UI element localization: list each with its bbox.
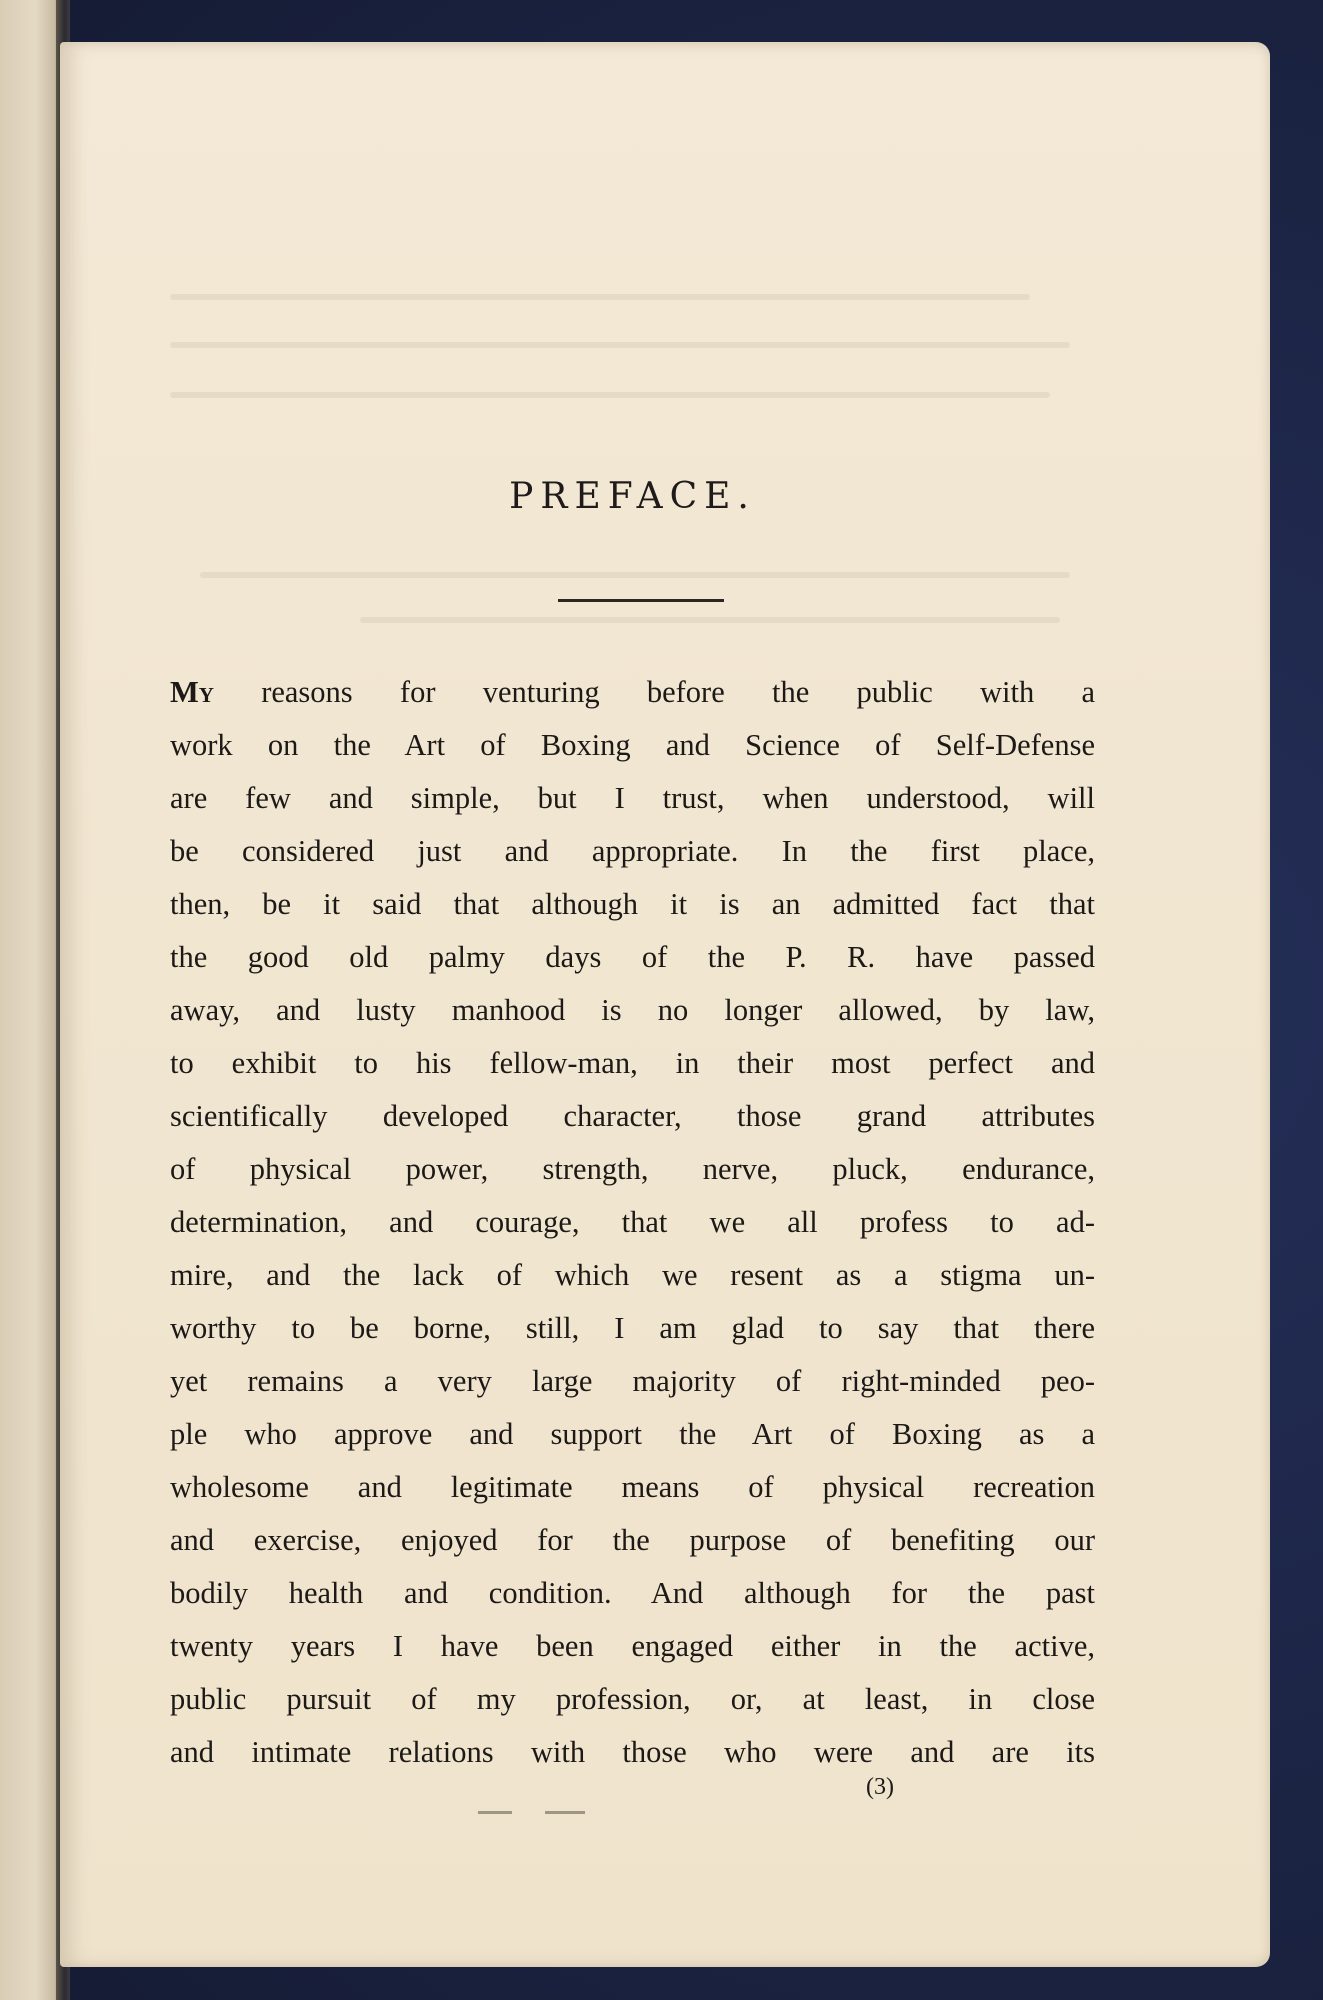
text-line: away, and lusty manhood is no longer allowed, by law, xyxy=(170,993,1095,1027)
text-line: the good old palmy days of the P. R. have passed xyxy=(170,940,1095,974)
title-rule xyxy=(558,599,724,602)
print-mark xyxy=(478,1811,512,1814)
text-line: My reasons for venturing before the public with a xyxy=(170,675,1095,709)
text-line: to exhibit to his fellow-man, in their most perfect and xyxy=(170,1046,1095,1080)
print-mark xyxy=(545,1811,585,1814)
show-through-line xyxy=(170,342,1070,348)
text-line: be considered just and appropriate. In the first place, xyxy=(170,834,1095,868)
preface-paragraph xyxy=(170,666,1095,1779)
page-number: (3) xyxy=(866,1774,894,1800)
left-page-edge xyxy=(0,0,64,2000)
text-line: mire, and the lack of which we resent as a stigma un- xyxy=(170,1258,1095,1292)
text-line: bodily health and condition. And although for the past xyxy=(170,1576,1095,1610)
show-through-line xyxy=(170,392,1050,398)
show-through-line xyxy=(170,294,1030,300)
text-line: public pursuit of my profession, or, at least, in close xyxy=(170,1682,1095,1716)
show-through-line xyxy=(200,572,1070,578)
page-title: PREFACE. xyxy=(509,476,756,517)
text-line: are few and simple, but I trust, when understood, will xyxy=(170,781,1095,815)
text-line: scientifically developed character, those grand attributes xyxy=(170,1099,1095,1133)
text-line: work on the Art of Boxing and Science of Self-Defense xyxy=(170,728,1095,762)
text-line: worthy to be borne, still, I am glad to say that there xyxy=(170,1311,1095,1345)
text-line: and exercise, enjoyed for the purpose of benefiting our xyxy=(170,1523,1095,1557)
text-line: ple who approve and support the Art of Boxing as a xyxy=(170,1417,1095,1451)
text-line: then, be it said that although it is an admitted fact that xyxy=(170,887,1095,921)
drop-lead-word: My xyxy=(170,675,214,709)
text-line: wholesome and legitimate means of physical recreation xyxy=(170,1470,1095,1504)
text-line: of physical power, strength, nerve, pluck, endurance, xyxy=(170,1152,1095,1186)
show-through-line xyxy=(360,617,1060,623)
text-line: determination, and courage, that we all profess to ad- xyxy=(170,1205,1095,1239)
text-line: yet remains a very large majority of right-minded peo- xyxy=(170,1364,1095,1398)
text-line: and intimate relations with those who were and are its xyxy=(170,1735,1095,1769)
text-line: twenty years I have been engaged either in the active, xyxy=(170,1629,1095,1663)
